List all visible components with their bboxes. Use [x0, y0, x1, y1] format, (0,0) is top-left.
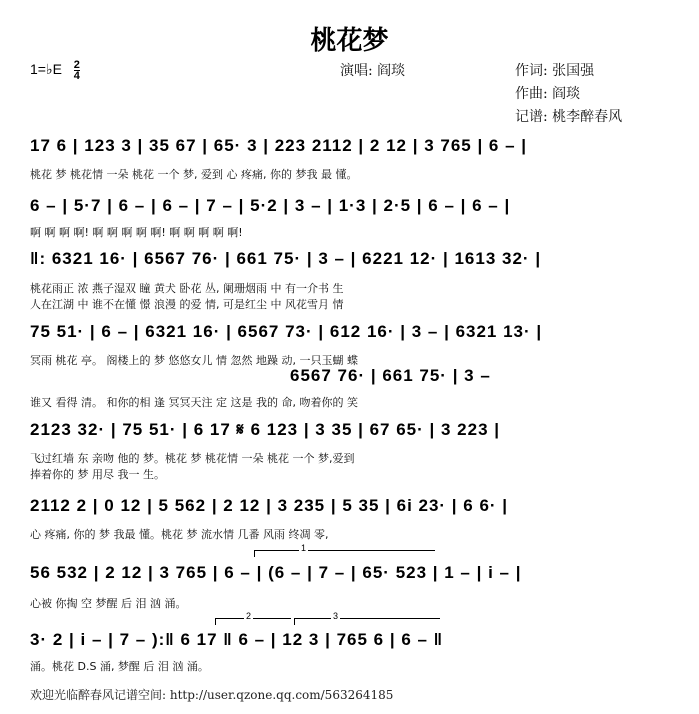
notation-line-6: 2112 2 | 0 12 | 5 562 | 2 12 | 3 235 | 5 35 | 6i 23· | 6 6· |	[30, 496, 509, 515]
lyrics-line-5b: 捧着你的 梦 用尽 我一 生。	[30, 468, 165, 481]
song-title: 桃花梦	[310, 26, 389, 56]
notation-line-2: 6 – | 5·7 | 6 – | 6 – | 7 – | 5·2 | 3 – | 1·3 | 2·5 | 6 – | 6 – |	[30, 196, 511, 215]
key-signature	[30, 60, 80, 81]
notation-line-7: 56 532 | 2 12 | 3 765 | 6 – | (6 – | 7 – | 65· 523 | 1 – | i – |	[30, 563, 522, 582]
footer-credit: 欢迎光临醉春风记谱空间: http://user.qzone.qq.com/563264185	[30, 688, 394, 702]
volta-2: 2	[215, 618, 291, 625]
lyrics-line-1: 桃花 梦 桃花情 一朵 桃花 一个 梦, 爱到 心 疼痛, 你的 梦我 最 懂。	[30, 168, 358, 181]
time-top: 2	[73, 59, 80, 71]
lyrics-line-7: 心被 你掏 空 梦醒 后 泪 汹 涌。	[30, 597, 187, 610]
time-bottom: 4	[73, 70, 80, 82]
notation-line-3: ‖: 6321 16· | 6567 76· | 661 75· | 3 – | 6221 12· | 1613 32· |	[30, 249, 542, 268]
lyrics-line-6: 心 疼痛, 你的 梦 我最 懂。桃花 梦 流水情 几番 风雨 终凋 零,	[30, 528, 329, 541]
lyrics-line-5a: 飞过红墙 东 亲吻 他的 梦。桃花 梦 桃花情 一朵 桃花 一个 梦,爱到	[30, 452, 355, 465]
lyrics-line-8: 涌。桃花 D.S 涌, 梦醒 后 泪 汹 涌。	[30, 660, 209, 673]
lyrics-line-4: 冥雨 桃花 亭。 阁楼上的 梦 悠悠女儿 情 忽然 地躁 动, 一只玉蝴 蝶	[30, 354, 358, 367]
notation-line-5: 2123 32· | 75 51· | 6 17 𝄋 6 123 | 3 35 | 67 65· | 3 223 |	[30, 420, 501, 439]
notation-line-4-alt: 6567 76· | 661 75· | 3 –	[290, 366, 491, 385]
composer-credit: 作曲: 阎琰	[515, 86, 581, 102]
volta-1: 1	[254, 550, 435, 557]
time-signature	[74, 60, 80, 81]
singer-credit: 演唱: 阎琰	[340, 63, 406, 79]
lyrics-line-4-alt: 谁又 看得 清。 和你的相 逢 冥冥天注 定 这是 我的 命, 吻着你的 笑	[30, 396, 358, 409]
key-label: 1=♭E	[30, 61, 62, 78]
lyrics-line-3b: 人在江湖 中 谁不在懂 憬 浪漫 的爱 情, 可是红尘 中 风花雪月 情	[30, 298, 344, 311]
lyrics-line-2: 啊 啊 啊 啊! 啊 啊 啊 啊 啊! 啊 啊 啊 啊 啊!	[30, 226, 243, 239]
volta-3: 3	[294, 618, 440, 625]
notation-line-4: 75 51· | 6 – | 6321 16· | 6567 73· | 612 16· | 3 – | 6321 13· |	[30, 322, 543, 341]
lyrics-line-3a: 桃花雨正 浓 燕子湿双 瞳 黄犬 卧花 丛, 阑珊烟雨 中 有一介书 生	[30, 282, 344, 295]
transcriber-credit: 记谱: 桃李醉春风	[515, 109, 623, 125]
lyricist-credit: 作词: 张国强	[515, 63, 595, 79]
notation-line-8: 3· 2 | i – | 7 – ):‖ 6 17 ‖ 6 – | 12 3 | 765 6 | 6 – ‖	[30, 630, 444, 649]
notation-line-1: 17 6 | 123 3 | 35 67 | 65· 3 | 223 2112 | 2 12 | 3 765 | 6 – |	[30, 136, 528, 155]
